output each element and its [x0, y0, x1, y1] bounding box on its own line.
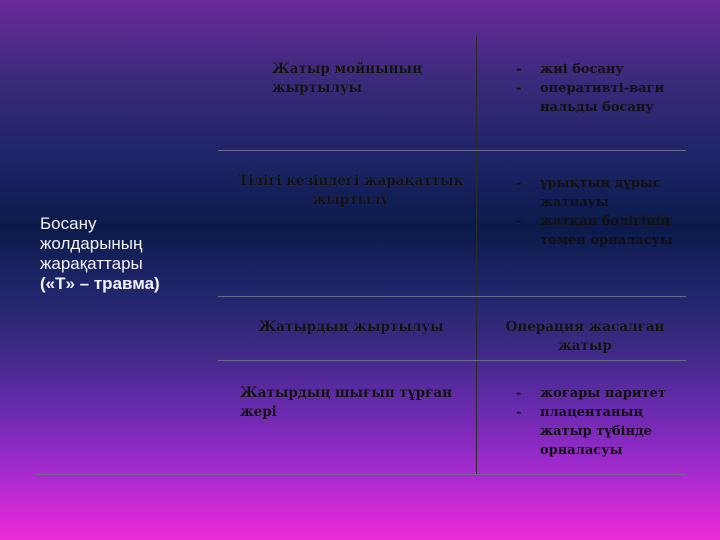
left-label-line-3: жарақаттары: [40, 254, 143, 273]
row-1-right-list: [516, 60, 676, 117]
left-label-line-2: жолдарының: [40, 234, 143, 253]
row-4-middle-cell: Жатырдың шығып тұрған жері: [240, 385, 452, 420]
row-2-right-list: [516, 174, 676, 250]
row-2-bullet-2: - жатқан бөлігінің төмен орналасуы: [516, 212, 676, 250]
row-divider-bottom: [36, 474, 686, 475]
row-2-middle-cell: Тілігі кезіндегі жарақаттық жыртылу: [238, 173, 464, 208]
row-4-bullet-2: - плацентаның жатыр түбінде орналасуы: [516, 403, 680, 460]
row-2-bullet-1: - ұрықтың дұрыс жатпауы: [516, 174, 676, 212]
row-4-right-list: [516, 384, 680, 460]
column-divider: [476, 36, 477, 474]
row-1-middle-cell: Жатыр мойнының жыртылуы: [272, 61, 423, 96]
row-4-bullet-1: - жоғары паритет: [516, 384, 680, 403]
row-3-middle-cell: Жатырдың жыртылуы: [258, 319, 444, 335]
row-1-bullet-2: - оперативті-ваги нальды босану: [516, 79, 676, 117]
row-divider-1: [218, 150, 686, 151]
left-label-emphasis: («Т» – травма): [40, 274, 160, 293]
left-label-block: [40, 214, 220, 294]
row-1-bullet-1: - жиі босану: [516, 60, 676, 79]
row-divider-3: [218, 360, 686, 361]
row-divider-2: [218, 296, 686, 297]
left-label-line-1: Босану: [40, 214, 97, 233]
row-3-right-cell: Операция жасалған жатыр: [505, 319, 665, 354]
